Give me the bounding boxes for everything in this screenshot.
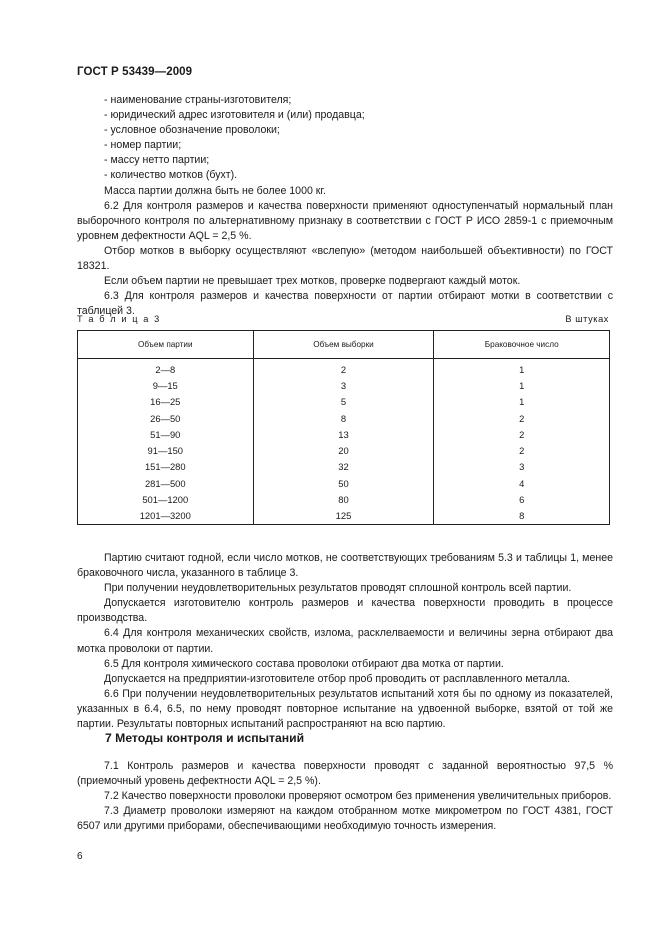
- sampling-table: [77, 330, 610, 525]
- paragraph: 6.3 Для контроля размеров и качества поверхности от партии отбирают мотки в соответствии с таблицей 3.: [77, 290, 613, 318]
- paragraph: 6.4 Для контроля механических свойств, излома, расклелваемости и величины зерна отбирают два мотка проволоки от партии.: [77, 627, 613, 655]
- table-row: [78, 426, 610, 442]
- table-cell: 1201—3200: [78, 508, 254, 525]
- page-number: 6: [77, 851, 83, 862]
- document-header: ГОСТ Р 53439—2009: [77, 66, 193, 78]
- table-cell: 501—1200: [78, 491, 254, 507]
- list-item: - условное обозначение проволоки;: [104, 124, 280, 137]
- table-cell: 32: [253, 459, 434, 475]
- table-caption: Т а б л и ц а 3: [77, 314, 161, 324]
- paragraph: При получении неудовлетворительных результатов проводят сплошной контроль всей партии.: [104, 582, 572, 595]
- table-header-row: [78, 331, 610, 359]
- paragraph: 7.1 Контроль размеров и качества поверхности проводят с заданной вероятностью 97,5 % (приемочный уровень дефектности AQL = 2,5 %).: [77, 760, 613, 788]
- table-cell: 151—280: [78, 459, 254, 475]
- table-cell: 8: [434, 508, 610, 525]
- text-block-2: [77, 551, 613, 732]
- table-row: [78, 459, 610, 475]
- table-cell: 2: [253, 359, 434, 378]
- table-cell: 2: [434, 426, 610, 442]
- paragraph: Отбор мотков в выборку осуществляют «вслепую» (методом наибольшей объективности) по ГОСТ 18321.: [77, 244, 613, 273]
- list-item: - количество мотков (бухт).: [104, 169, 238, 182]
- table-cell: 125: [253, 508, 434, 525]
- paragraph: 6.6 При получении неудовлетворительных результатов испытаний хотя бы по одному из показателей, указанных в 6.4, 6.5, по нему проводят повторное испытание на удвоенной выборке, взятой от той же партии. Результаты повторных испытаний распространяют на всю партию.: [77, 687, 613, 731]
- section-heading: 7 Методы контроля и испытаний: [105, 731, 305, 745]
- table-row: [78, 394, 610, 410]
- list-item: - наименование страны-изготовителя;: [104, 94, 292, 106]
- list-item: - массу нетто партии;: [104, 154, 210, 167]
- paragraph: 6.5 Для контроля химического состава проволоки отбирают два мотка от партии.: [104, 657, 504, 670]
- paragraph: Если объем партии не превышает трех мотков, проверке подвергают каждый моток.: [104, 275, 521, 288]
- table-cell: 13: [253, 426, 434, 442]
- table-cell: 20: [253, 442, 434, 458]
- table-row: [78, 442, 610, 458]
- paragraph: 7.3 Диаметр проволоки измеряют на каждом отобранном мотке микрометром по ГОСТ 4381, ГОСТ 6507 или другими приборами, обеспечивающими необходимую точность измерения.: [77, 805, 613, 833]
- paragraph: Допускается на предприятии-изготовителе отбор проб проводить от расплавленного металла.: [104, 672, 571, 685]
- table-row: [78, 359, 610, 378]
- table-cell: 4: [434, 475, 610, 491]
- table-cell: 1: [434, 359, 610, 378]
- table-cell: 2: [434, 410, 610, 426]
- list-item: - юридический адрес изготовителя и (или) продавца;: [104, 109, 365, 122]
- text-block-3: [77, 759, 613, 834]
- table-cell: 6: [434, 491, 610, 507]
- column-header: Объем выборки: [253, 331, 434, 359]
- table-cell: 3: [253, 377, 434, 393]
- table-cell: 9—15: [78, 377, 254, 393]
- table-cell: 80: [253, 491, 434, 507]
- paragraph: 6.2 Для контроля размеров и качества поверхности применяют одноступенчатый нормальный план выборочного контроля по альтернативному признаку в соответствии с ГОСТ Р ИСО 2859-1 с приемочным уровнем дефектности AQL = 2,5 %.: [77, 199, 613, 242]
- list-item: - номер партии;: [104, 139, 182, 152]
- paragraph: Масса партии должна быть не более 1000 кг.: [104, 184, 326, 197]
- table-cell: 50: [253, 475, 434, 491]
- table-cell: 3: [434, 459, 610, 475]
- paragraph: 7.2 Качество поверхности проволоки проверяют осмотром без применения увеличительных приборов.: [104, 790, 612, 803]
- column-header: Браковочное число: [434, 331, 610, 359]
- table-cell: 91—150: [78, 442, 254, 458]
- table-row: [78, 508, 610, 525]
- table-cell: 8: [253, 410, 434, 426]
- table-cell: 1: [434, 394, 610, 410]
- table-row: [78, 475, 610, 491]
- table-row: [78, 410, 610, 426]
- paragraph: Партию считают годной, если число мотков, не соответствующих требованиям 5.3 и таблицы 1, менее браковочного числа, указанного в таблице 3.: [77, 552, 613, 580]
- table-cell: 51—90: [78, 426, 254, 442]
- table-cell: 5: [253, 394, 434, 410]
- table-cell: 16—25: [78, 394, 254, 410]
- table-cell: 26—50: [78, 410, 254, 426]
- table-row: [78, 491, 610, 507]
- table-units: В штуках: [565, 314, 609, 324]
- table-cell: 1: [434, 377, 610, 393]
- table-cell: 2: [434, 442, 610, 458]
- text-block-1: [77, 93, 613, 319]
- table-cell: 281—500: [78, 475, 254, 491]
- table-row: [78, 377, 610, 393]
- column-header: Объем партии: [78, 331, 254, 359]
- paragraph: Допускается изготовителю контроль размеров и качества поверхности проводить в процессе производства.: [77, 597, 613, 625]
- table-cell: 2—8: [78, 359, 254, 378]
